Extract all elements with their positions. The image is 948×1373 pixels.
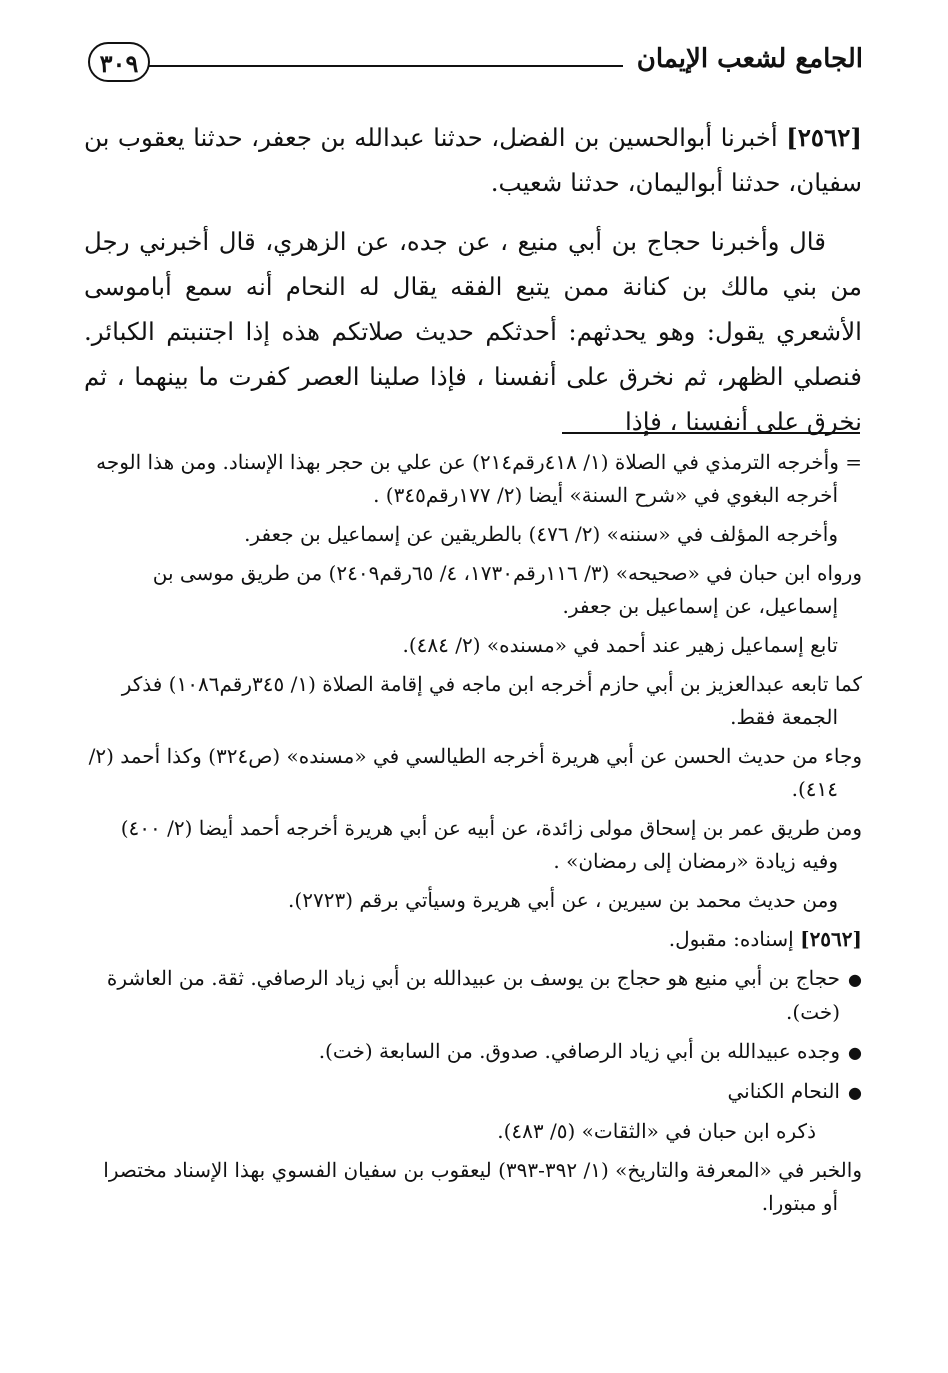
bullet-icon: ● <box>848 1043 862 1062</box>
isnad-number: [٢٥٦٢] <box>800 927 862 951</box>
footnote-line: ورواه ابن حبان في «صحيحه» (٣/ ١١٦رقم١٧٣٠، ٤/ ٦٥رقم٢٤٠٩) من طريق موسى بن إسماعيل، عن إسماعيل بن جعفر. <box>152 561 862 618</box>
narrator-text: النحام الكناني <box>727 1079 840 1103</box>
hadith-number: [٢٥٦٢] <box>786 123 862 152</box>
footnote-line: تابع إسماعيل زهير عند أحمد في «مسنده» (٢/ ٤٨٤). <box>402 633 838 657</box>
hadith-isnad-paragraph <box>84 115 862 205</box>
footnote-line: كما تابعه عبدالعزيز بن أبي حازم أخرجه ابن ماجه في إقامة الصلاة (١/ ٣٤٥رقم١٠٨٦) فذكر الجمعة فقط. <box>121 672 862 729</box>
narrator-item <box>84 1035 862 1069</box>
narrator-item <box>84 1075 862 1109</box>
footnote-continuation: = وأخرجه الترمذي في الصلاة (١/ ٤١٨رقم٢١٤) عن علي بن حجر بهذا الإسناد. ومن هذا الوجه أخرجه البغوي في «شرح السنة» أيضا (٢/ ١٧٧رقم٣٤٥) . <box>96 450 862 507</box>
narrator-note: ذكره ابن حبان في «الثقات» (٥/ ٤٨٣). <box>497 1119 816 1143</box>
footnote-line: وجاء من حديث الحسن عن أبي هريرة أخرجه الطيالسي في «مسنده» (ص٣٢٤) وكذا أحمد (٢/ ٤١٤). <box>88 744 862 801</box>
footnote-line: وأخرجه المؤلف في «سننه» (٢/ ٤٧٦) بالطريقين عن إسماعيل بن جعفر. <box>244 522 838 546</box>
isnad-grade <box>84 923 862 956</box>
hadith-isnad-text: أخبرنا أبوالحسين بن الفضل، حدثنا عبدالله بن جعفر، حدثنا يعقوب بن سفيان، حدثنا أبواليمان، حدثنا شعيب. <box>84 123 862 197</box>
narrator-text: حجاج بن أبي منيع هو حجاج بن يوسف بن عبيدالله بن أبي زياد الرصافي. ثقة. من العاشرة (خت). <box>106 966 840 1024</box>
narrator-item <box>84 962 862 1029</box>
isnad-grade-text: إسناده: مقبول. <box>668 927 801 951</box>
footnotes <box>84 446 862 1226</box>
page-number: ٣٠٩ <box>88 42 150 82</box>
footnote-line: ومن حديث محمد بن سيرين ، عن أبي هريرة وسيأتي برقم (٢٧٢٣). <box>288 888 838 912</box>
bullet-icon: ● <box>848 1083 862 1102</box>
main-text <box>84 115 862 444</box>
narrator-text: وجده عبيدالله بن أبي زياد الرصافي. صدوق. من السابعة (خت). <box>318 1039 840 1063</box>
footnote-separator <box>562 432 860 434</box>
header-rule <box>148 65 623 67</box>
source-note: والخبر في «المعرفة والتاريخ» (١/ ٣٩٢-٣٩٣) ليعقوب بن سفيان الفسوي بهذا الإسناد مختصرا أو مبتورا. <box>103 1158 862 1215</box>
book-title: الجامع لشعب الإيمان <box>636 44 863 74</box>
running-header <box>88 38 863 90</box>
hadith-matn-paragraph: قال وأخبرنا حجاج بن أبي منيع ، عن جده، عن الزهري، قال أخبرني رجل من بني مالك بن كنانة ممن يتبع الفقه يقال له النحام أنه سمع أباموسى الأشعري يقول: وهو يحدثهم: أحدثكم حديث صلاتكم هذه إذا اجتنبتم الكبائر. فنصلي الظهر، ثم نخرق على أنفسنا ، فإذا صلينا العصر كفرت ما بينهما ، ثم نخرق على أنفسنا ، فإذا <box>84 227 862 436</box>
bullet-icon: ● <box>848 970 862 989</box>
footnote-line: ومن طريق عمر بن إسحاق مولى زائدة، عن أبيه عن أبي هريرة أخرجه أحمد أيضا (٢/ ٤٠٠) وفيه زيادة «رمضان إلى رمضان» . <box>120 816 862 873</box>
